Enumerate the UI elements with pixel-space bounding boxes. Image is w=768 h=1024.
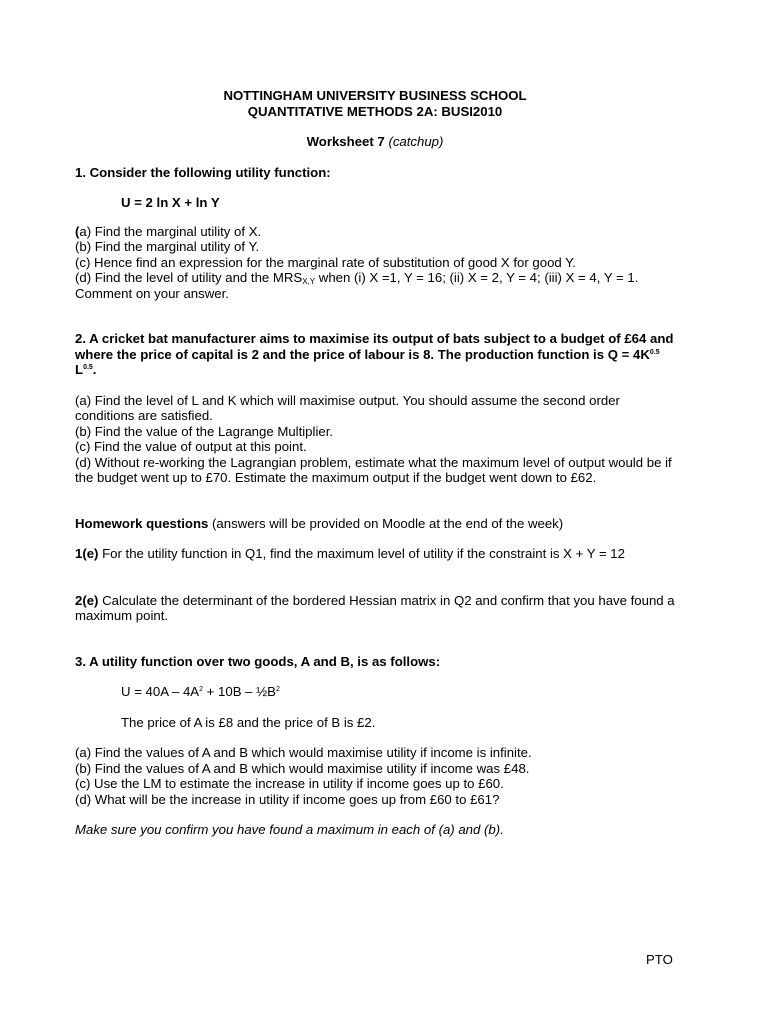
q3-part-d: (d) What will be the increase in utility if income goes up from £60 to £61? <box>75 791 500 807</box>
worksheet-title <box>75 134 675 150</box>
worksheet-label: Worksheet 7 <box>306 134 385 149</box>
q1-part-c: (c) Hence find an expression for the marginal rate of substitution of good X for good Y. <box>75 254 576 270</box>
q2-heading <box>75 331 675 378</box>
q2-exp-1: 0.5 <box>649 348 660 356</box>
q2-heading-end: . <box>92 362 97 377</box>
q1-part-d-sub: X,Y <box>302 277 316 286</box>
q1-part-a <box>75 224 675 240</box>
q3-fn-part-1: U = 40A – 4A <box>121 684 200 699</box>
q3-prices: The price of A is £8 and the price of B is £2. <box>121 714 376 730</box>
q3-part-a: (a) Find the values of A and B which would maximise utility if income is infinite. <box>75 745 532 760</box>
q2-part-c: (c) Find the value of output at this point. <box>75 439 307 454</box>
q3-fn-part-2: + 10B – ½B <box>203 684 276 699</box>
q3-fn-exp-2: 2 <box>275 686 280 693</box>
homework-q2e-label: 2(e) <box>75 592 99 608</box>
q1-part-a-text: a) Find the marginal utility of X. <box>79 223 262 239</box>
q3-heading: 3. A utility function over two goods, A and B, is as follows: <box>75 653 441 669</box>
q3-part-b: (b) Find the values of A and B which would maximise utility if income was £48. <box>75 760 530 776</box>
q3-function <box>75 684 675 700</box>
q3-part-c: (c) Use the LM to estimate the increase in utility if income goes up to £60. <box>75 776 504 791</box>
school-title: NOTTINGHAM UNIVERSITY BUSINESS SCHOOL <box>223 88 527 103</box>
q2-exp-2: 0.5 <box>83 364 93 371</box>
homework-q1e-label: 1(e) <box>75 546 99 561</box>
q2-heading-mid: L <box>75 362 84 377</box>
q1-part-a-paren: ( <box>75 223 80 239</box>
pto-label: PTO <box>646 952 673 967</box>
q2-part-b: (b) Find the value of the Lagrange Multiplier. <box>75 423 334 439</box>
q2-part-a: (a) Find the level of L and K which will maximise output. You should assume the second order conditions are satisfied. <box>75 392 620 423</box>
homework-q2e <box>75 593 675 624</box>
q3-fn-exp-1: 2 <box>199 686 203 693</box>
q1-heading: 1. Consider the following utility function: <box>75 164 331 180</box>
q3-note: Make sure you confirm you have found a maximum in each of (a) and (b). <box>75 822 504 837</box>
q1-part-d-post: when (i) X =1, Y = 16; (ii) X = 2, Y = 4; (iii) X = 4, Y = 1. Comment on your answer. <box>75 270 639 301</box>
q2-part-d: (d) Without re-working the Lagrangian problem, estimate what the maximum level of output would be if the budget went up to £70. Estimate the maximum output if the budget went down to £62. <box>75 454 672 485</box>
worksheet-note: (catchup) <box>388 134 444 149</box>
worksheet-page <box>75 88 675 838</box>
q1-function: U = 2 ln X + ln Y <box>121 195 220 210</box>
q2-heading-text: 2. A cricket bat manufacturer aims to maximise its output of bats subject to a budget of £64 and where the price of capital is 2 and the price of labour is 8. The production function is Q = 4K <box>75 331 674 362</box>
q1-part-b: (b) Find the marginal utility of Y. <box>75 239 260 254</box>
homework-label: Homework questions <box>75 515 209 531</box>
q1-part-d <box>75 270 675 301</box>
homework-note: (answers will be provided on Moodle at the end of the week) <box>208 515 564 531</box>
homework-q1e-text: For the utility function in Q1, find the maximum level of utility if the constraint is X + Y = 12 <box>98 546 625 561</box>
homework-q2e-text: Calculate the determinant of the bordered Hessian matrix in Q2 and confirm that you have found a maximum point. <box>75 592 675 623</box>
q1-part-d-pre: (d) Find the level of utility and the MRS <box>75 270 303 285</box>
homework-q1e <box>75 546 675 562</box>
homework-heading <box>75 516 675 532</box>
course-title: QUANTITATIVE METHODS 2A: BUSI2010 <box>247 103 503 119</box>
